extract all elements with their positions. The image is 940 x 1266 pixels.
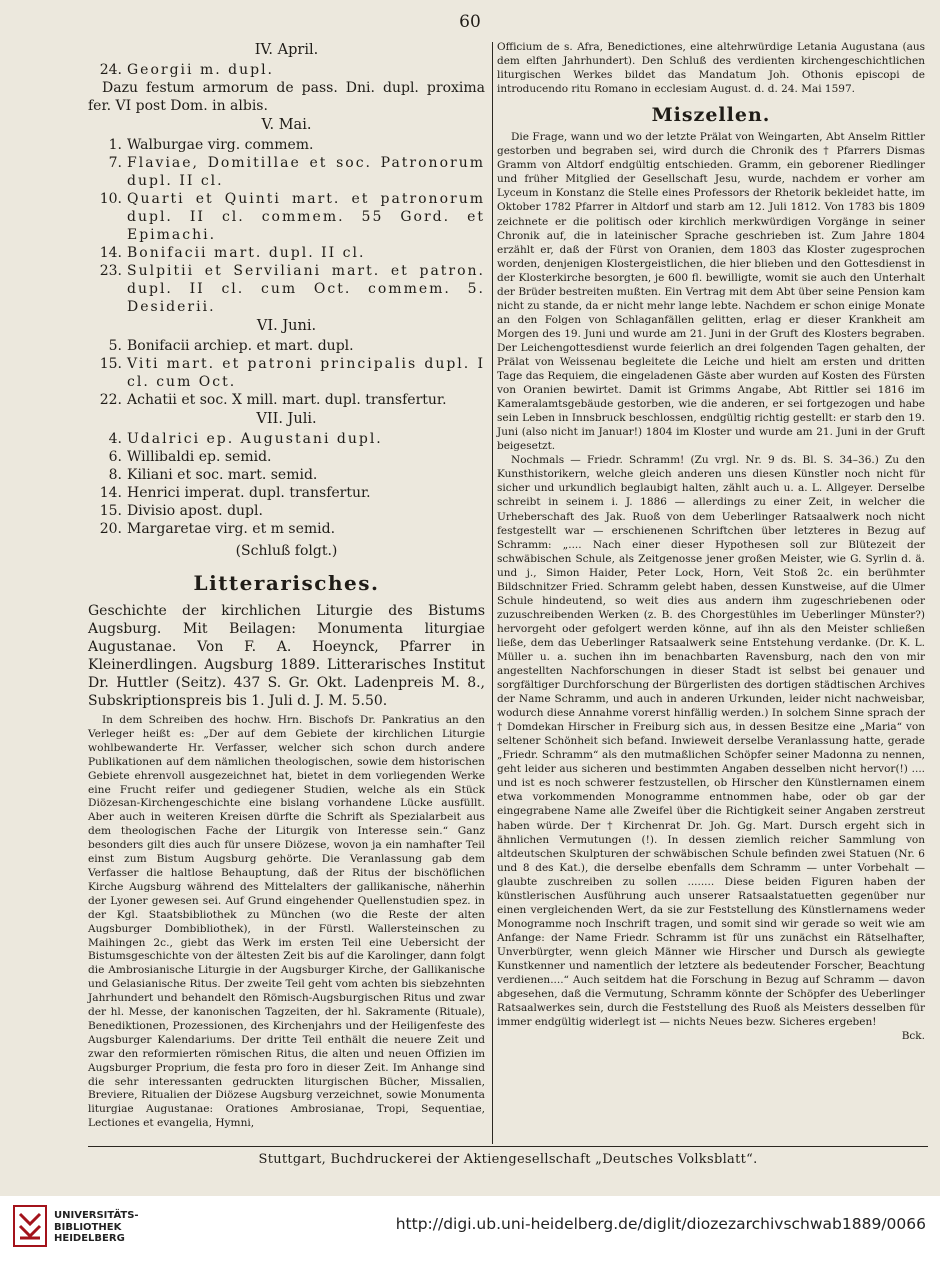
feast-entry xyxy=(88,520,485,538)
feast-entry xyxy=(88,448,485,466)
feast-entry xyxy=(88,430,485,448)
feast-name: Georgii m. dupl. xyxy=(127,62,275,78)
feast-day: 15. xyxy=(99,503,122,519)
miszellen-paragraph-schramm: Nochmals — Friedr. Schramm! (Zu vrgl. Nr. 9 ds. Bl. S. 34–36.) Zu den Kunsthistorikern, welche gleich anderen uns diesen Künstler noch nicht für sicher und urkundlich beglaubigt halten, zählt auch u. a. L. Allgeyer. Derselbe schreibt in seinem i. J. 1886 — allerdings zu einer Zeit, in welcher die Urheberschaft des Jak. Ruoß von dem Ueberlinger Ratsaalwerk noch nicht festgestellt war — erschienenen Schriftchen über letzteres in Bezug auf Schramm: „.... Nach einer dieser Hypothesen soll zur Blütezeit der schwäbischen Schule, als Zeitgenosse jener großen Meister, wie G. Syrlin d. ä. und j., Simon Haider, Peter Lock, Horn, Veit Stoß 2c. ein berühmter Bildschnitzer Fried. Schramm gelebt haben, dessen Kunstweise, auf die Ulmer Schule hindeutend, so weit dies aus andern ihm zugeschriebenen oder zuzuschreibenden Werken (z. B. des Chorgestühles im Ueberlinger Münster?) hervorgeht oder gefolgert werden könne, auf ihn als den Meister schließen ließe, dem das Ueberlinger Ratsaalwerk seine Entstehung verdanke. (Dr. K. L. Müller u. a. suchen ihn im benachbarten Ravensburg, nach den von mir angestellten Nachforschungen in dieser Stadt ist selbst bei genauer und sorgfältiger Durchforschung der Bürgerlisten des dortigen städtischen Archives der Name Schramm, und auch in anderen Urkunden, leider nicht nachweisbar, wodurch diese Annahme vorerst hinfällig werden.) In solchem Sinne sprach der † Domdekan Hirscher in Freiburg sich aus, in dessen Besitze eine „Maria“ von seltener Schönheit sich befand. Inwieweit derselbe Veranlassung hatte, gerade „Friedr. Schramm“ als den mutmaßlichen Schöpfer seiner Madonna zu nennen, geht leider aus sicheren und bestimmten Angaben desselben nicht hervor(!) .... und ist es noch schwerer festzustellen, ob Hirscher den Künstlernamen einem etwa vorkommenden Monogramme entnommen habe, oder ob gar der eingegrabene Name alle Zweifel über die Richtigkeit seiner Angaben zerstreut haben würde. Der † Kirchenrat Dr. Joh. Gg. Mart. Dursch ergeht sich in ähnlichen Vermutungen (!). In dessen ziemlich reicher Sammlung von altdeutschen Skulpturen der schwäbischen Schule befinden zwei Statuen (Nr. 6 und 8 des Kat.), die derselbe ebenfalls dem Schramm — unter Vorbehalt — glaubte zuschreiben zu sollen ........ Diese beiden Figuren haben der künstlerischen Ausführung auch unserer Ratsaalstatuetten gegenüber nur einen vergleichenden Wert, da sie zur Feststellung des Künstlernamens weder Monogramme noch Inschrift tragen, und somit sind wir gerade so weit wie am Anfange: der Name Friedr. Schramm ist für uns zunächst ein Rätselhafter, Unverbürgter, wenn gleich Männer wie Hirscher und Dursch als gewiegte Kunstkenner und namentlich der letztere als bedeutender Forscher, Beachtung verdienen....“ Auch seitdem hat die Forschung in Bezug auf Schramm — davon abgesehen, daß die Vermutung, Schramm könnte der Schöpfer des Ueberlinger Ratsaalwerkes sein, durch die Feststellung des Ruoß als Meisters desselben für immer endgültig widerlegt ist — nichts Neues bezw. Sicheres ergeben! xyxy=(497,454,925,1029)
calendar-section xyxy=(88,40,485,538)
month-heading: VI. Juni. xyxy=(256,318,317,334)
feast-day: 24. xyxy=(99,62,122,78)
calendar-note: Dazu festum armorum de pass. Dni. dupl. proxima fer. VI post Dom. in albis. xyxy=(88,80,485,114)
feast-entry xyxy=(88,337,485,355)
feast-entry xyxy=(88,136,485,154)
library-name xyxy=(54,1210,139,1245)
feast-name: Quarti et Quinti mart. et patronorum dupl. II cl. commem. 55 Gord. et Epimachi. xyxy=(127,191,485,243)
right-column xyxy=(497,40,925,1043)
month-heading: VII. Juli. xyxy=(256,411,317,427)
library-name-line3: HEIDELBERG xyxy=(54,1233,125,1244)
feast-entry xyxy=(88,484,485,502)
feast-name: Udalrici ep. Augustani dupl. xyxy=(127,431,383,447)
feast-entry xyxy=(88,355,485,391)
feast-name: Bonifacii mart. dupl. II cl. xyxy=(127,245,366,261)
miszellen-paragraph-rittler: Die Frage, wann und wo der letzte Prälat von Weingarten, Abt Anselm Rittler gestorben und begraben sei, wird durch die Chronik des † Pfarrers Dismas Gramm von Altdorf endgültig entschieden. Gramm, ein geborener Riedlinger und früher Mitglied der Gesellschaft Jesu, wurde, nachdem er vorher am Lyceum in Konstanz die Stelle eines Professors der Rhetorik bekleidet hatte, im Oktober 1782 Pfarrer in Altdorf und starb am 12. Juli 1812. Von 1783 bis 1809 zeichnete er die politisch oder kirchlich merkwürdigen Vorgänge in seiner Chronik auf, die in lateinischer Sprache geschrieben ist. Zum Jahre 1804 erzählt er, daß der Fürst von Oranien, dem 1803 das Kloster zugesprochen worden, denjenigen Klostergeistlichen, die hier blieben und den Gottesdienst in der Klosterkirche besorgten, je 600 fl. bewilligte, womit sie auch den Unterhalt der Brüder bestreiten mußten. Ein Vertrag mit dem Abt über seine Pension kam nicht zu stande, da er nicht mehr lange lebte. Nachdem er schon einige Monate an den Folgen von Schlaganfällen gelitten, erlag er dieser Krankheit am Morgen des 19. Juni und wurde am 21. Juni in der Gruft des Klosters begraben. Der Leichengottesdienst wurde feierlich an drei folgenden Tagen gehalten, der Prälat von Weissenau begleitete die Leiche und hielt am ersten und dritten Tage das Requiem, die eingeladenen Gäste aber wurden auf Kosten des Fürsten von Oranien bewirtet. Damit ist Grimms Angabe, Abt Rittler sei 1816 im Kameralamtsgebäude gestorben, wie die anderen, er sei fortgezogen und habe sein Leben in Innsbruck beschlossen, endgültig richtig gestellt: er starb den 19. Juni (also nicht im Januar!) 1804 im Kloster und wurde am 21. Juni in der Gruft beigesetzt. xyxy=(497,131,925,453)
continuation-note: (Schluß folgt.) xyxy=(235,543,338,559)
feast-name: Flaviae, Domitillae et soc. Patronorum dupl. II cl. xyxy=(127,155,485,189)
feast-day: 7. xyxy=(108,155,122,171)
feast-day: 15. xyxy=(99,356,122,372)
feast-entry xyxy=(88,154,485,190)
feast-entry xyxy=(88,244,485,262)
feast-entry xyxy=(88,502,485,520)
feast-day: 23. xyxy=(99,263,122,279)
month-heading: IV. April. xyxy=(254,42,319,58)
feast-day: 14. xyxy=(99,245,122,261)
book-reference: Geschichte der kirchlichen Liturgie des Bistums Augsburg. Mit Beilagen: Monumenta liturgiae Augustanae. Von F. A. Hoeynck, Pfarrer in Kleinerdlingen. Augsburg 1889. Litterarisches Institut Dr. Huttler (Seitz). 437 S. Gr. Okt. Ladenpreis M. 8., Subskriptionspreis bis 1. Juli d. J. M. 5.50. xyxy=(88,603,485,709)
feast-name: Walburgae virg. commem. xyxy=(127,137,314,153)
feast-name: Willibaldi ep. semid. xyxy=(127,449,272,465)
feast-entry xyxy=(88,391,485,409)
feast-day: 22. xyxy=(99,392,122,408)
feast-name: Viti mart. et patroni principalis dupl. I cl. cum Oct. xyxy=(127,356,485,390)
feast-entry xyxy=(88,61,485,79)
library-name-line1: UNIVERSITÄTS- xyxy=(54,1210,139,1221)
printer-imprint: Stuttgart, Buchdruckerei der Aktiengesellschaft „Deutsches Volksblatt“. xyxy=(258,1152,758,1167)
litterarisches-heading: Litterarisches. xyxy=(193,571,380,595)
library-name-line2: BIBLIOTHEK xyxy=(54,1221,122,1233)
feast-entry xyxy=(88,190,485,244)
feast-day: 4. xyxy=(108,431,122,447)
feast-entry xyxy=(88,262,485,316)
feast-day: 6. xyxy=(108,449,122,465)
permalink-url[interactable]: http://digi.ub.uni-heidelberg.de/diglit/diozezarchivschwab1889/0066 xyxy=(395,1215,926,1233)
feast-name: Bonifacii archiep. et mart. dupl. xyxy=(127,338,354,354)
book-review-text: In dem Schreiben des hochw. Hrn. Bischofs Dr. Pankratius an den Verleger heißt es: „Der auf dem Gebiete der kirchlichen Liturgie wohlbewanderte Hr. Verfasser, welcher sich schon durch andere Publikationen auf dem nämlichen theologischen, sowie dem historischen Gebiete ehrenvoll ausgezeichnet hat, bietet in dem vorliegenden Werke eine Frucht reifer und gediegener Studien, welche als ein Stück Diözesan-Kirchengeschichte eine bislang vorhandene Lücke ausfüllt. Aber auch in weiteren Kreisen dürfte die Schrift als Spezialarbeit aus dem theologischen Fache der Liturgik von Interesse sein.“ Ganz besonders gilt dies auch für unsere Diözese, wovon ja ein namhafter Teil einst zum Bistum Augsburg gehörte. Die Veranlassung gab dem Verfasser die haltlose Behauptung, daß der Ritus der bischöflichen Kirche Augsburg während des Mittelalters der gallikanische, näherhin der Lyoner gewesen sei. Auf Grund eingehender Quellenstudien spez. in der Kgl. Staatsbibliothek zu München (wo die Reste der alten Augsburger Dombibliothek), in der Fürstl. Wallersteinschen zu Maihingen 2c., giebt das Werk im ersten Teil eine Uebersicht der Bistumsgeschichte von der ältesten Zeit bis auf die Karolinger, dann folgt die Ambrosianische Liturgie in der Augsburger Kirche, der Gallikanische und Gelasianische Ritus. Der zweite Teil geht vom achten bis siebzehnten Jahrhundert und behandelt den Römisch-Augsburgischen Ritus und zwar der hl. Messe, der kanonischen Tagzeiten, der hl. Sakramente (Rituale), Benediktionen, Prozessionen, des Kirchenjahrs und der Heiligenfeste des Augsburger Kalendariums. Der dritte Teil enthält die neuere Zeit und zwar den reformierten römischen Ritus, die alten und neuen Offizien im Augsburger Proprium, die festa pro foro in dieser Zeit. Im Anhange sind die sehr interessanten gedruckten liturgischen Bücher, Missalien, Breviere, Ritualien der Diözese Augsburg verzeichnet, sowie Monumenta liturgiae Augustanae: Orationes Ambrosianae, Tropi, Sequentiae, Lectiones et evangelia, Hymni, xyxy=(88,714,485,1130)
footer-divider xyxy=(88,1146,928,1147)
feast-day: 5. xyxy=(108,338,122,354)
miszellen-heading: Miszellen. xyxy=(651,104,771,127)
page-number: 60 xyxy=(459,12,481,32)
feast-day: 20. xyxy=(99,521,122,537)
feast-name: Kiliani et soc. mart. semid. xyxy=(127,467,318,483)
feast-name: Margaretae virg. et m semid. xyxy=(127,521,336,537)
heidelberg-library-logo-icon xyxy=(12,1204,48,1248)
feast-day: 10. xyxy=(99,191,122,207)
library-bar xyxy=(0,1196,940,1266)
feast-name: Henrici imperat. dupl. transfertur. xyxy=(127,485,371,501)
feast-day: 1. xyxy=(108,137,122,153)
column-divider xyxy=(492,42,493,1144)
feast-name: Divisio apost. dupl. xyxy=(127,503,263,519)
author-initials: Bck. xyxy=(901,1030,925,1043)
feast-day: 8. xyxy=(108,467,122,483)
feast-day: 14. xyxy=(99,485,122,501)
review-continuation: Officium de s. Afra, Benedictiones, eine altehrwürdige Letania Augustana (aus dem elften Jahrhundert). Den Schluß des verdienten kirchengeschichtlichen liturgischen Werkes bildet das Mandatum Joh. Othonis episcopi de introducendo ritu Romano in ecclesiam August. d. d. 24. Mai 1597. xyxy=(497,41,925,96)
feast-name: Sulpitii et Serviliani mart. et patron. dupl. II cl. cum Oct. commem. 5. Desiderii. xyxy=(127,263,485,315)
feast-name: Achatii et soc. X mill. mart. dupl. transfertur. xyxy=(127,392,447,408)
feast-entry xyxy=(88,466,485,484)
month-heading: V. Mai. xyxy=(261,117,312,133)
left-column xyxy=(88,40,485,1142)
